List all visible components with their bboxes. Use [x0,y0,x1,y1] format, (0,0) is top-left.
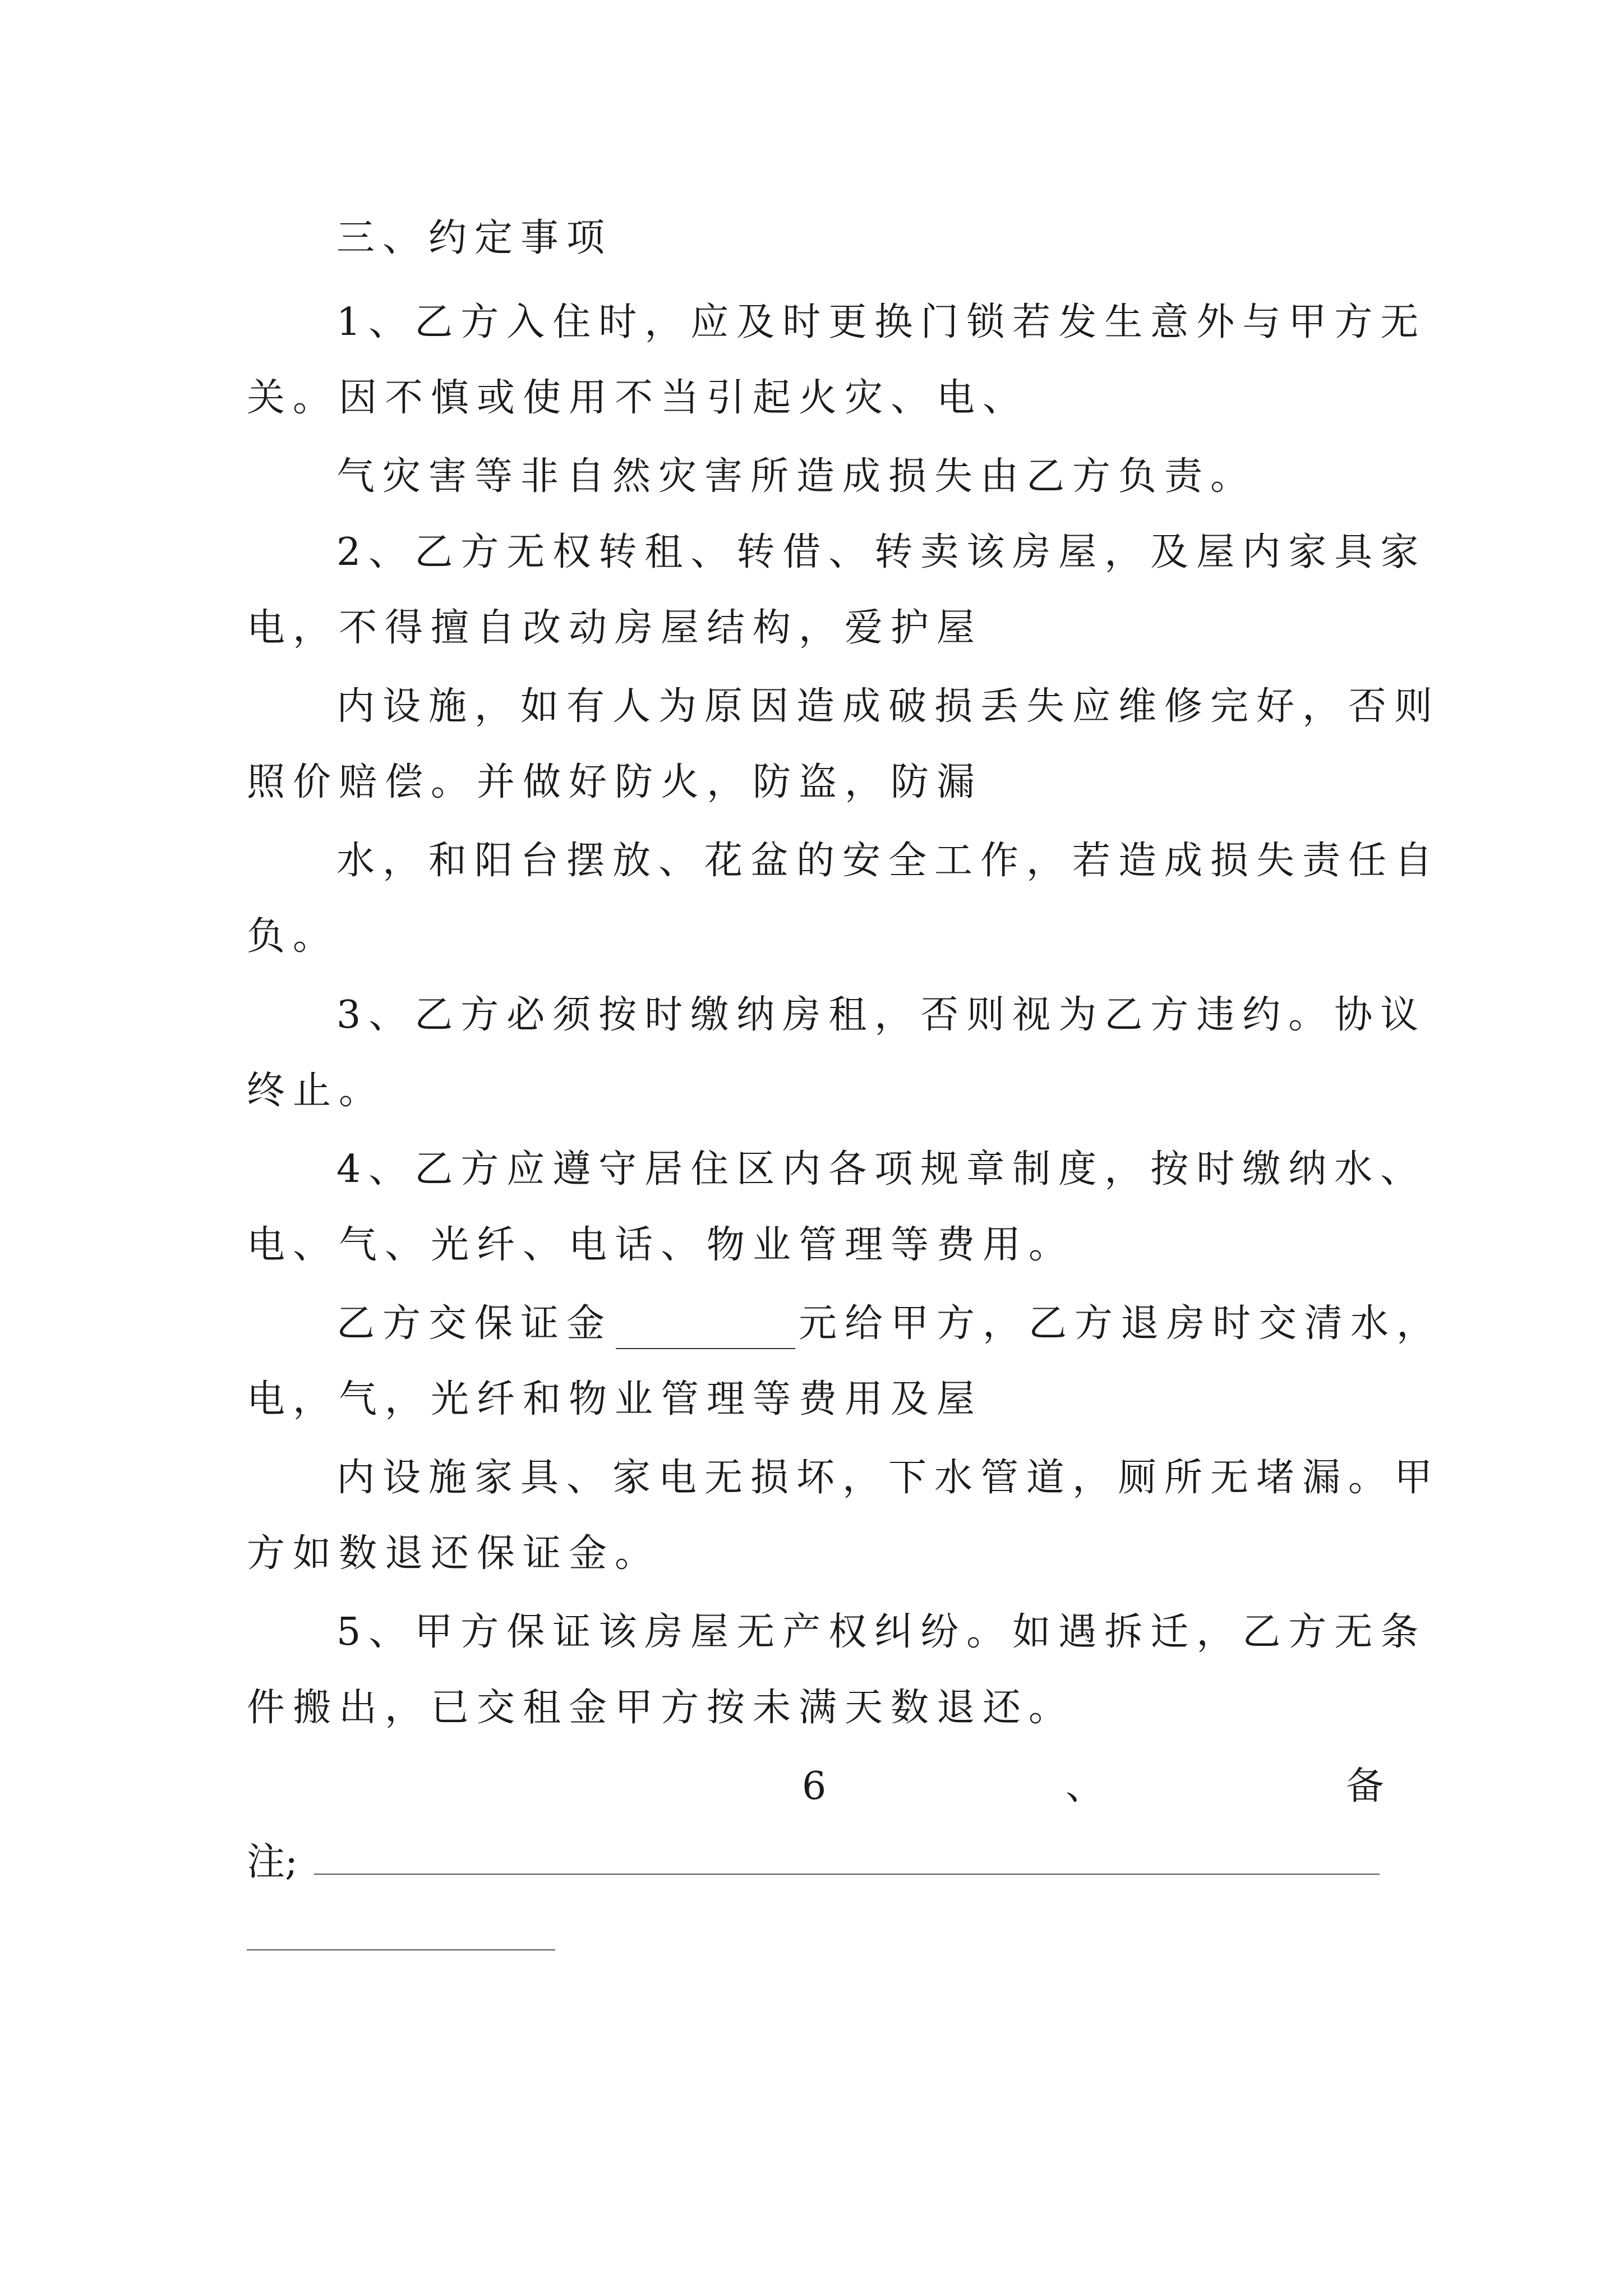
clause-3-line-1: 3、乙方必须按时缴纳房租，否则视为乙方违约。协议 [336,993,1427,1037]
clause-1-line-2: 关。因不慎或使用不当引起火灾、电、 [247,376,1029,420]
deposit-text-before: 乙方交保证金 [336,1301,613,1346]
clause-5-line-2: 件搬出，已交租金甲方按未满天数退还。 [247,1686,1075,1730]
deposit-line [336,1299,1443,1349]
clause-4-line-2: 电、气、光纤、电话、物业管理等费用。 [247,1223,1075,1267]
deposit-text-after: 元给甲方，乙方退房时交清水， [799,1301,1443,1346]
item-6-separator: 、 [1066,1764,1104,1809]
deposit-line-2: 电，气，光纤和物业管理等费用及屋 [247,1377,983,1421]
deposit-line-4: 方如数退还保证金。 [247,1531,661,1576]
section-heading: 三、约定事项 [336,216,613,260]
item-6-number: 6 [802,1764,827,1809]
item-6-label-part2: 注; [247,1840,298,1884]
clause-2-line-6: 负。 [247,914,339,959]
clause-2-line-1: 2、乙方无权转租、转借、转卖该房屋，及屋内家具家 [336,530,1427,574]
clause-2-line-3: 内设施，如有人为原因造成破损丢失应维修完好，否则 [336,684,1441,729]
clause-2-line-5: 水，和阳台摆放、花盆的安全工作，若造成损失责任自 [336,839,1441,883]
clause-1-line-1: 1、乙方入住时，应及时更换门锁若发生意外与甲方无 [336,300,1427,344]
clause-4-line-1: 4、乙方应遵守居住区内各项规章制度，按时缴纳水、 [336,1147,1427,1191]
clause-2-line-2: 电，不得擅自改动房屋结构，爱护屋 [247,606,983,650]
clause-1-line-3: 气灾害等非自然灾害所造成损失由乙方负责。 [336,454,1257,499]
clause-5-line-1: 5、甲方保证该房屋无产权纠纷。如遇拆迁，乙方无条 [336,1610,1427,1654]
deposit-amount-blank[interactable] [616,1314,795,1349]
item-6-label-part1: 备 [1346,1764,1385,1809]
clause-2-line-4: 照价赔偿。并做好防火，防盗，防漏 [247,760,983,804]
clause-3-line-2: 终止。 [247,1069,385,1113]
remarks-blank-line-2[interactable] [247,1949,555,1950]
deposit-line-3: 内设施家具、家电无损坏，下水管道，厕所无堵漏。甲 [336,1456,1441,1500]
remarks-blank-line-1[interactable] [314,1874,1380,1875]
